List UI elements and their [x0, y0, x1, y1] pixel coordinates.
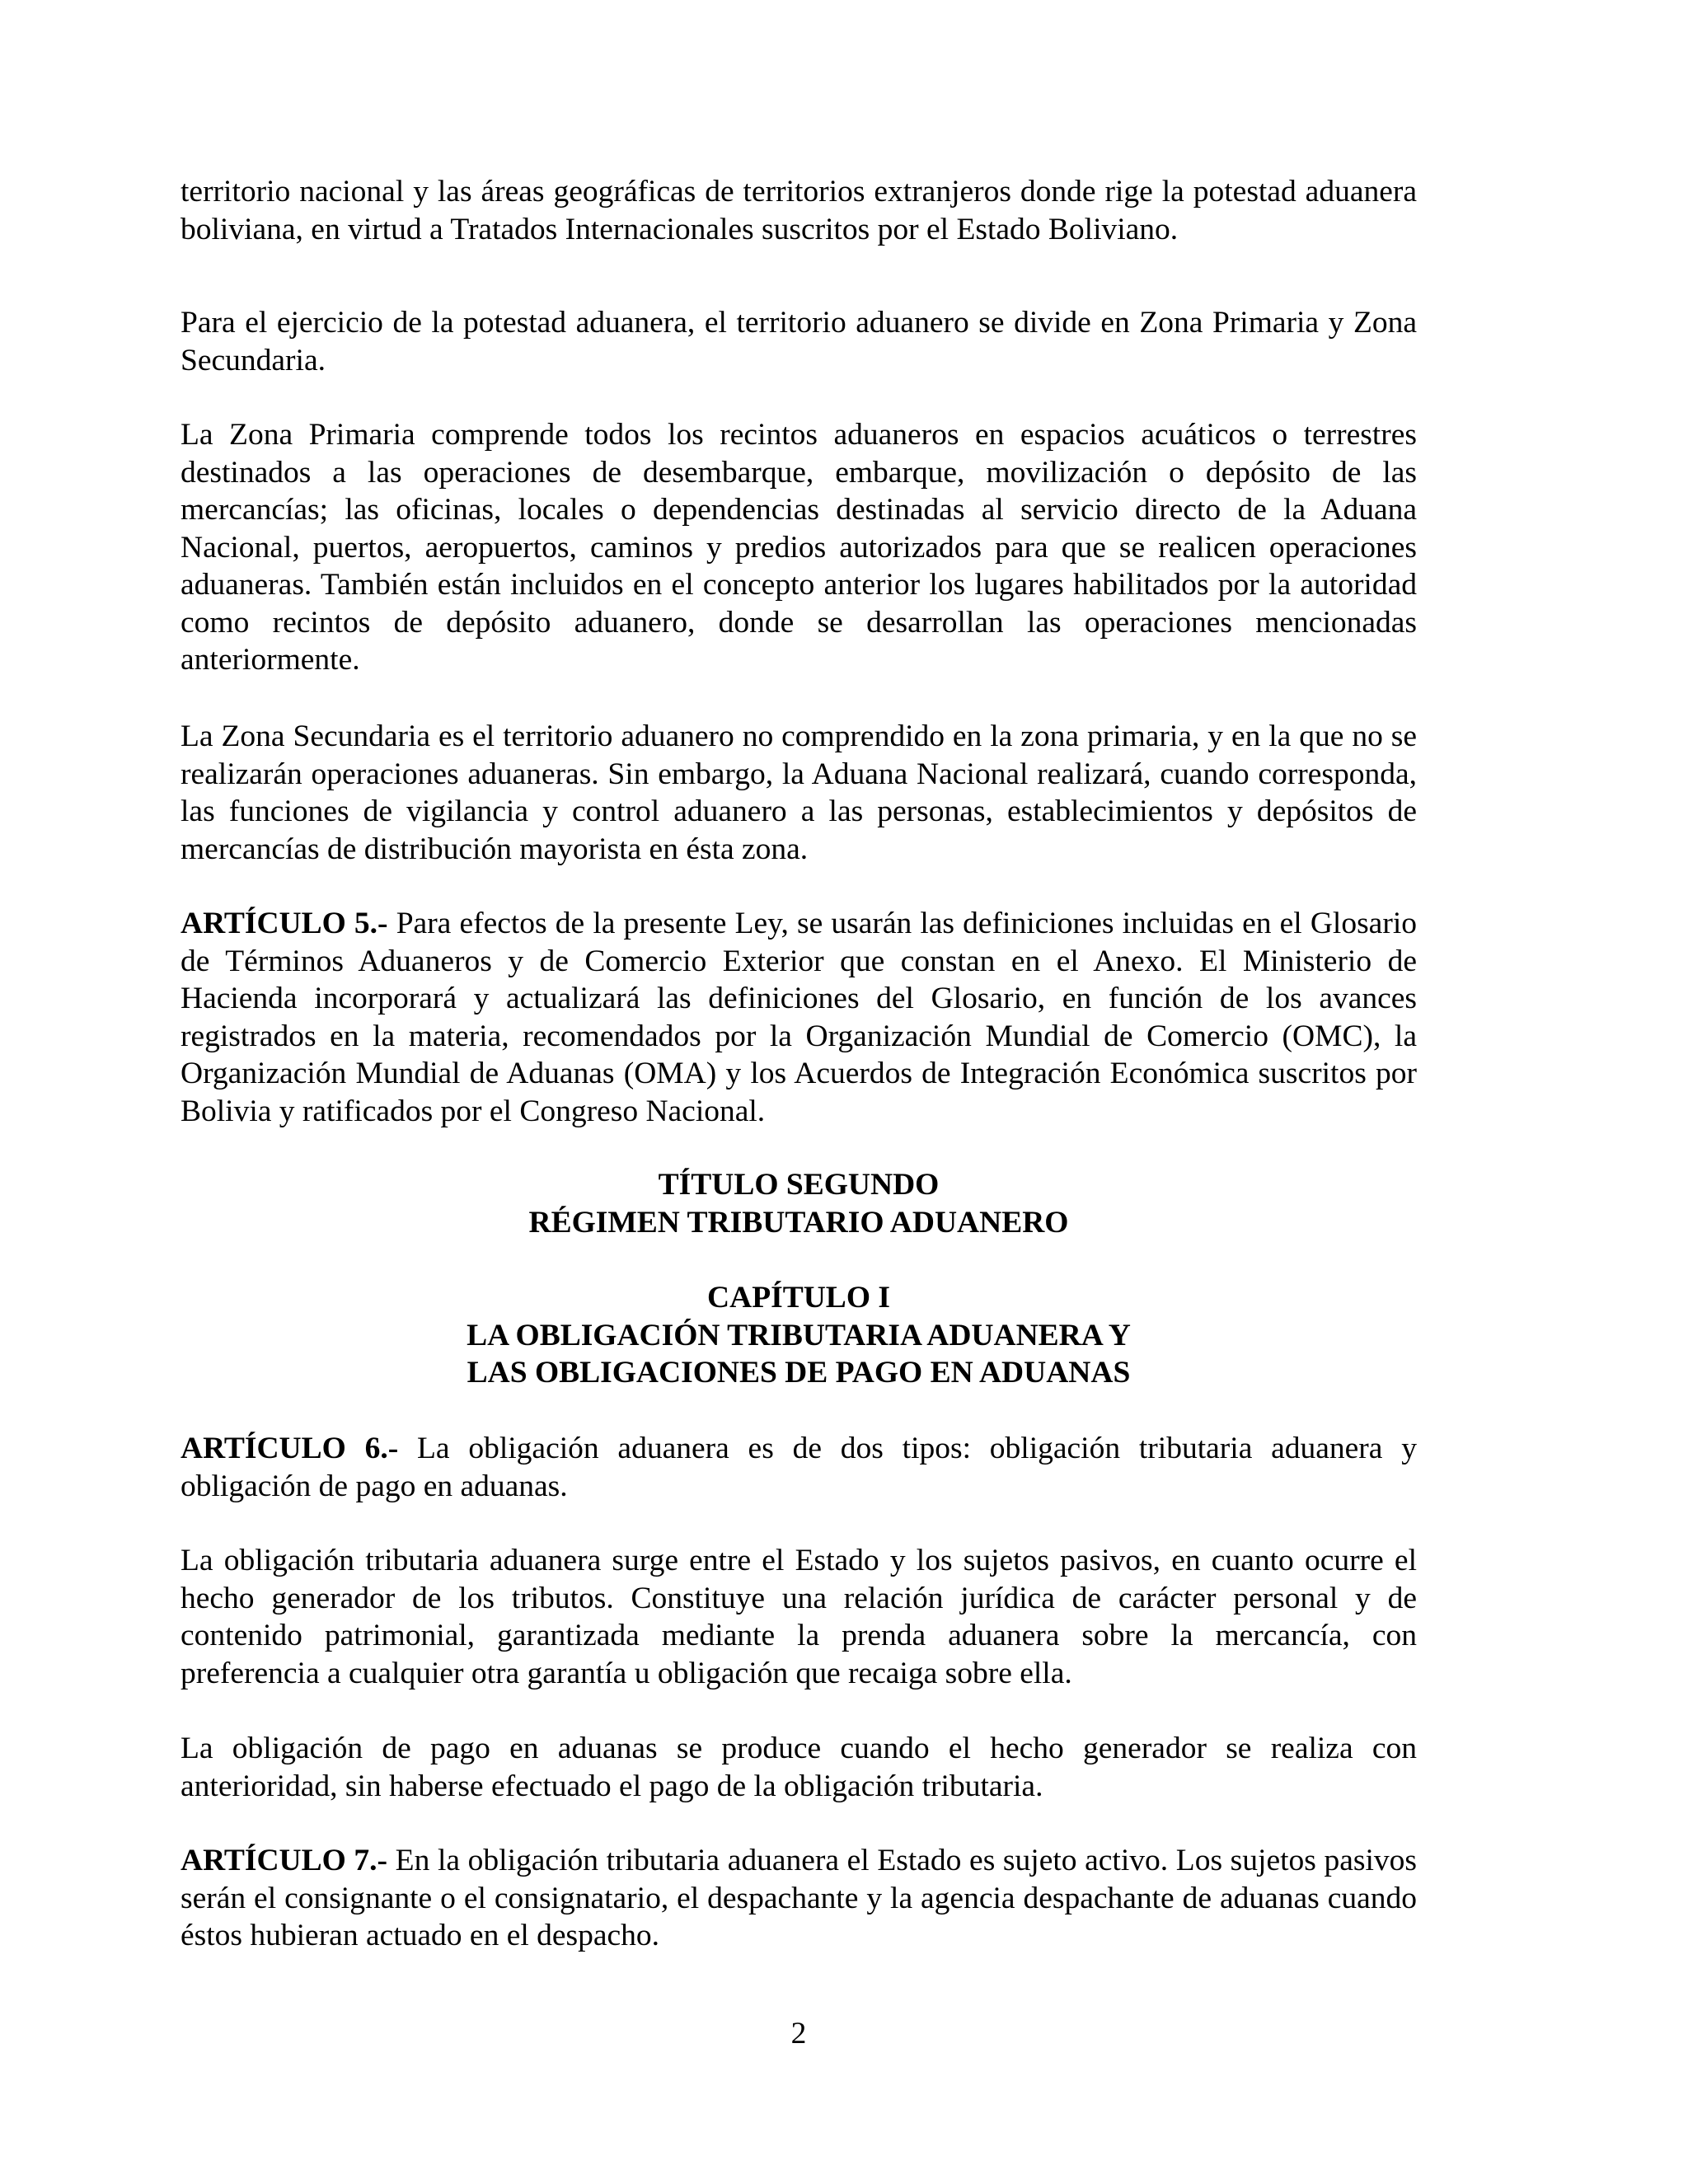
article-6: [181, 1430, 1417, 1505]
chapter-line-2: LA OBLIGACIÓN TRIBUTARIA ADUANERA Y: [467, 1318, 1131, 1352]
article-7-text: En la obligación tributaria aduanera el Estado es sujeto activo. Los sujetos pasivos serán el consignante o el consignatario, el despachante y la agencia despachante de aduanas cuando éstos hubieran actuado en el despacho.: [181, 1844, 1417, 1952]
chapter-line-3: LAS OBLIGACIONES DE PAGO EN ADUANAS: [467, 1356, 1131, 1390]
paragraph-obligacion-pago: La obligación de pago en aduanas se produce cuando el hecho generador se realiza con anterioridad, sin haberse efectuado el pago de la obligación tributaria.: [181, 1732, 1417, 1803]
article-7-label: ARTÍCULO 7.-: [181, 1844, 388, 1877]
paragraph-zona-primaria: La Zona Primaria comprende todos los recintos aduaneros en espacios acuáticos o terrestres destinados a las operaciones de desembarque, embarque, movilización o depósito de las mercancías; las oficinas, locales o dependencias destinadas al servicio directo de la Aduana Nacional, puertos, aeropuertos, caminos y predios autorizados para que se realicen operaciones aduaneras. También están incluidos en el concepto anterior los lugares habilitados por la autoridad como recintos de depósito aduanero, donde se desarrollan las operaciones mencionadas anteriormente.: [181, 418, 1417, 677]
article-5-label: ARTÍCULO 5.-: [181, 907, 388, 940]
page-number: 2: [790, 2017, 807, 2050]
paragraph-potestad-aduanera: Para el ejercicio de la potestad aduanera, el territorio aduanero se divide en Zona Primaria y Zona Secundaria.: [181, 306, 1417, 377]
paragraph-obligacion-tributaria: La obligación tributaria aduanera surge entre el Estado y los sujetos pasivos, en cuanto ocurre el hecho generador de los tributos. Constituye una relación jurídica de carácter personal y de contenido patrimonial, garantizada mediante la prenda aduanera sobre la mercancía, con preferencia a cualquier otra garantía u obligación que recaiga sobre ella.: [181, 1544, 1417, 1690]
article-6-text: La obligación aduanera es de dos tipos: obligación tributaria aduanera y obligación de pago en aduanas.: [181, 1432, 1417, 1503]
title-line-2: RÉGIMEN TRIBUTARIO ADUANERO: [528, 1205, 1069, 1240]
paragraph-zona-secundaria: La Zona Secundaria es el territorio aduanero no comprendido en la zona primaria, y en la que no se realizarán operaciones aduaneras. Sin embargo, la Aduana Nacional realizará, cuando corresponda, las funciones de vigilancia y control aduanero a las personas, establecimientos y depósitos de mercancías de distribución mayorista en ésta zona.: [181, 719, 1417, 866]
paragraph-territorio: territorio nacional y las áreas geográficas de territorios extranjeros donde rige la potestad aduanera boliviana, en virtud a Tratados Internacionales suscritos por el Estado Boliviano.: [181, 175, 1417, 246]
article-5-text: Para efectos de la presente Ley, se usarán las definiciones incluidas en el Glosario de Términos Aduaneros y de Comercio Exterior que constan en el Anexo. El Ministerio de Hacienda incorporará y actualizará las definiciones del Glosario, en función de los avances registrados en la materia, recomendados por la Organización Mundial de Comercio (OMC), la Organización Mundial de Aduanas (OMA) y los Acuerdos de Integración Económica suscritos por Bolivia y ratificados por el Congreso Nacional.: [181, 907, 1417, 1128]
article-6-label: ARTÍCULO 6.-: [181, 1432, 399, 1465]
title-line-1: TÍTULO SEGUNDO: [658, 1168, 940, 1202]
chapter-line-1: CAPÍTULO I: [707, 1281, 890, 1315]
article-5: [181, 905, 1417, 1130]
article-7: [181, 1842, 1417, 1955]
title-heading: [181, 1166, 1417, 1241]
chapter-heading: [181, 1279, 1417, 1392]
